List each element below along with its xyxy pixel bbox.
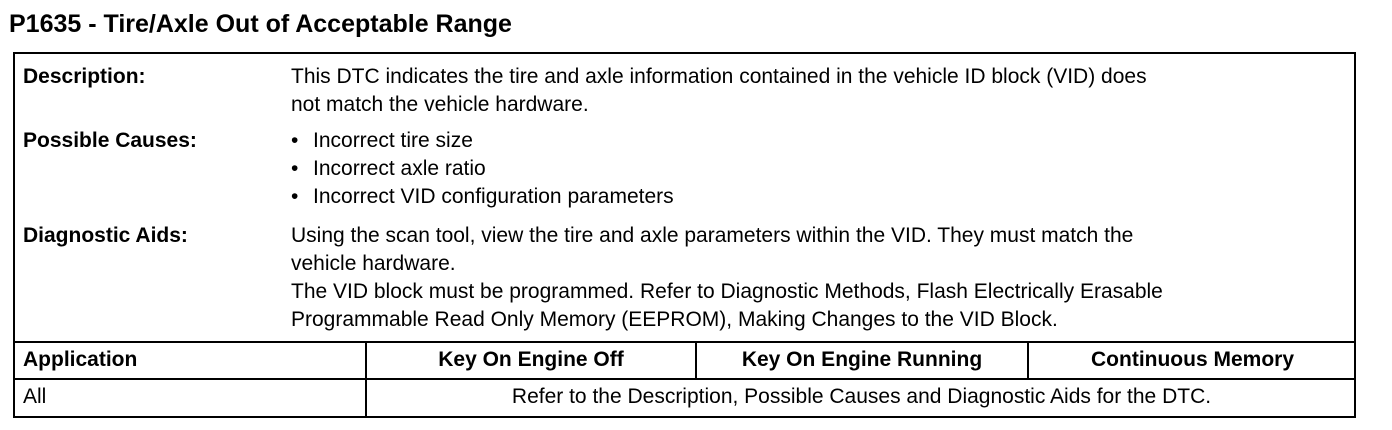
list-item [291, 127, 674, 155]
table-cell-refer-text: Refer to the Description, Possible Causes and Diagnostic Aids for the DTC. [511, 385, 1212, 408]
table-header-application: Application [23, 348, 138, 371]
page-title: P1635 - Tire/Axle Out of Acceptable Range [9, 10, 512, 38]
bullet-icon: • [291, 129, 299, 152]
cause-text: Incorrect axle ratio [313, 157, 486, 180]
table-header-koeo: Key On Engine Off [438, 348, 624, 371]
list-item [291, 183, 674, 211]
table-cell-application: All [23, 385, 47, 408]
description-line: This DTC indicates the tire and axle information contained in the vehicle ID block (VID) does [291, 65, 1147, 88]
bullet-icon: • [291, 157, 299, 180]
dtc-info-box [13, 52, 1356, 418]
table-header-koer: Key On Engine Running [741, 348, 983, 371]
bullet-icon: • [291, 185, 299, 208]
diagnostic-aids-line: Using the scan tool, view the tire and axle parameters within the VID. They must match the [291, 224, 1134, 247]
table-header-continuous-memory: Continuous Memory [1091, 348, 1294, 371]
diagnostic-aids-line: The VID block must be programmed. Refer to Diagnostic Methods, Flash Electrically Erasable [291, 280, 1163, 303]
diagnostic-aids-line: vehicle hardware. [291, 252, 456, 275]
diagnostic-aids-text [291, 222, 1163, 334]
possible-causes-label: Possible Causes: [23, 129, 197, 152]
cause-text: Incorrect tire size [313, 129, 473, 152]
possible-causes-list [291, 127, 674, 211]
diagnostic-aids-line: Programmable Read Only Memory (EEPROM), Making Changes to the VID Block. [291, 308, 1058, 331]
list-item [291, 155, 674, 183]
description-label: Description: [23, 65, 146, 88]
description-line: not match the vehicle hardware. [291, 93, 589, 116]
diagnostic-aids-label: Diagnostic Aids: [23, 224, 188, 247]
cause-text: Incorrect VID configuration parameters [313, 185, 674, 208]
description-text [291, 63, 1147, 119]
